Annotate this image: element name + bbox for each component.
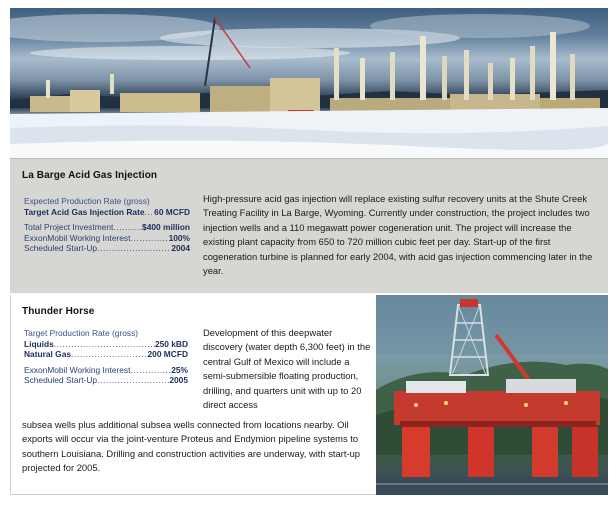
la-barge-title: La Barge Acid Gas Injection	[22, 170, 158, 181]
thunder-horse-platform-photo	[376, 295, 608, 495]
target-rate-label: Target Production Rate (gross)	[24, 328, 139, 338]
spec-row: ExxonMobil Working Interest ..... 100%	[24, 233, 190, 244]
la-barge-plant-photo	[10, 8, 608, 158]
la-barge-specs	[24, 196, 190, 254]
la-barge-description: High-pressure acid gas injection will replace existing sulfur recovery units at the Shute Creek Treating Facility in La Barge, Wyoming. Currently under construction, the project includes two injection wells and a 110 megawatt power cogeneration unit. The project will increase the existing plant capacity from 650 to 720 million cubic feet per day. Start-up of the first cogeneration turbine is planned for early 2004, with acid gas injection commencing later in the year.	[203, 193, 593, 277]
spec-row: Scheduled Start-Up ..... 2004	[24, 243, 190, 254]
thunder-horse-description-side: Development of this deepwater discovery (water depth 6,300 feet) in the central Gulf of Mexico will include a semi-submersible floating production, drilling, and quarters unit with up to 20 direct access	[203, 327, 371, 411]
spec-row: Liquids ..... 250 kBD	[24, 339, 188, 350]
spec-row: ExxonMobil Working Interest ..... 25%	[24, 365, 188, 376]
spec-row: Target Acid Gas Injection Rate ..... 60 MCFD	[24, 207, 190, 218]
thunder-horse-title: Thunder Horse	[22, 306, 95, 317]
spec-row: Total Project Investment ..... $400 million	[24, 222, 190, 233]
thunder-horse-specs	[24, 328, 188, 386]
spec-row: Scheduled Start-Up ..... 2005	[24, 375, 188, 386]
expected-rate-label: Expected Production Rate (gross)	[24, 196, 150, 206]
thunder-horse-description-full: subsea wells plus additional subsea wells connected from locations nearby. Oil exports will occur via the joint-venture Proteus and Endymion pipeline systems to southern Louisiana. Drilling and construction activities are underway, with start-up projected for 2005.	[22, 419, 361, 474]
spec-row: Natural Gas ..... 200 MCFD	[24, 349, 188, 360]
